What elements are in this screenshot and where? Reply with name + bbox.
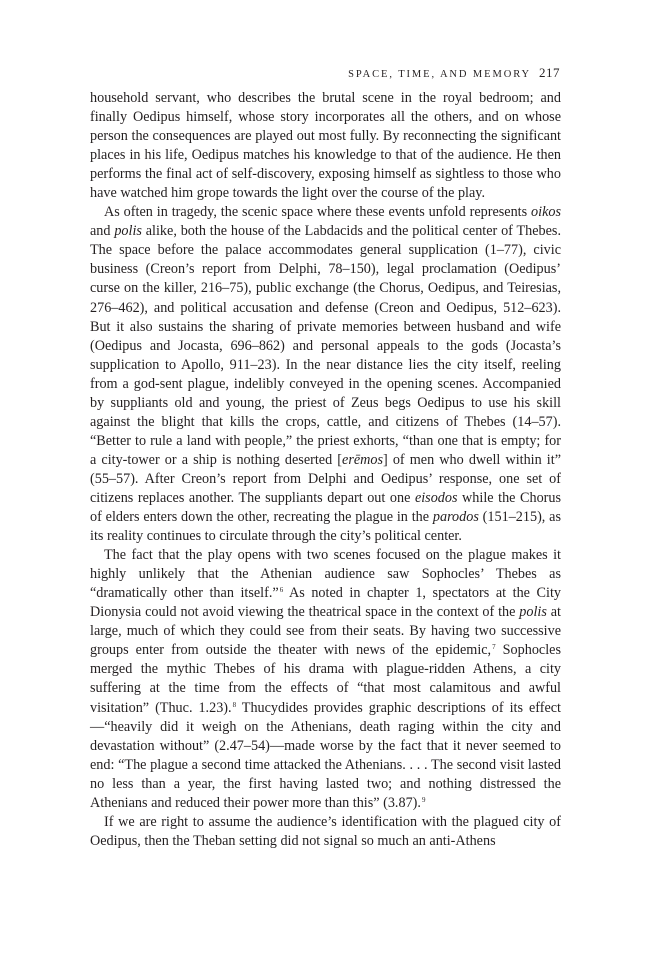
footnote-ref: 8: [232, 700, 237, 709]
footnote-ref: 6: [279, 586, 284, 595]
italic-term: polis: [114, 223, 142, 240]
text-run: at large, much of which they could see from their seats. By having two successive groups enter from outside the theater with news of the epidemic,: [90, 604, 561, 659]
italic-term: oikos: [531, 204, 561, 221]
running-head: [90, 66, 560, 82]
text-run: and: [90, 223, 115, 240]
text-run: (151–215), as its reality continues to circulate through the city’s political center.: [90, 509, 561, 545]
footnote-ref: 7: [492, 643, 496, 652]
text-run: As often in tragedy, the scenic space where these events unfold represents: [104, 204, 532, 221]
text-run: If we are right to assume the audience’s identification with the plagued city of Oedipus, then the Theban setting did not signal so much an anti-Athens: [90, 813, 561, 849]
italic-term: parodos: [432, 509, 479, 526]
paragraph: [90, 546, 561, 813]
text-run: ] of men who dwell within it” (55–57). After Creon’s report from Delphi and Oedipus’ response, one set of citizens replaces another. The suppliants depart out one: [90, 451, 561, 506]
text-run: household servant, who describes the brutal scene in the royal bedroom; and finally Oedipus himself, whose story incorporates all the others, and on whose person the consequences are played out most fully. By reconnecting the significant places in his life, Oedipus matches his knowledge to that of the audience. He then performs the final act of self-discovery, exposing himself as sightless to those who have watched him grope towards the light over the course of the play.: [90, 90, 561, 202]
text-run: Sophocles merged the mythic Thebes of his drama with plague-ridden Athens, a city suffering at the time from the effects of “that most calamitous and awful visitation” (Thuc. 1.23).: [90, 642, 561, 716]
running-title: SPACE, TIME, AND MEMORY: [348, 69, 531, 80]
italic-term: eisodos: [414, 489, 458, 506]
page-number: 217: [539, 65, 560, 80]
paragraph: [90, 203, 561, 546]
text-run: As noted in chapter 1, spectators at the City Dionysia could not avoid viewing the theatrical space in the context of the: [90, 585, 561, 621]
text-run: while the Chorus of elders enters down the other, recreating the plague in the: [90, 489, 562, 526]
text-run: Thucydides provides graphic descriptions of its effect—“heavily did it weigh on the Athenians, death raging within the city and devastation without” (2.47–54)—made worse by the fact that it never seemed to end: “The plague a second time attacked the Athenians. . . . The second visit lasted no less than a year, the first having lasted two; and nothing distressed the Athenians and reduced their power more than this” (3.87).: [90, 699, 561, 811]
paragraph: [90, 813, 561, 851]
italic-term: polis: [519, 604, 547, 621]
paragraph: [90, 89, 561, 203]
text-run: alike, both the house of the Labdacids and the political center of Thebes. The space before the palace accommodates general supplication (1–77), civic business (Creon’s report from Delphi, 78–150), legal proclamation (Oedipus’ curse on the killer, 216–75), public exchange (the Chorus, Oedipus, and Teiresias, 276–462), and political accusation and defense (Creon and Oedipus, 512–623). But it also sustains the sharing of private memories between husband and wife (Oedipus and Jocasta, 696–862) and personal appeals to the gods (Jocasta’s supplication to Apollo, 911–23). In the near distance lies the city itself, reeling from a god-sent plague, indelibly conveyed in the opening scenes. Accompanied by suppliants old and young, the priest of Zeus begs Oedipus to use his skill against the blight that kills the crops, cattle, and citizens of Thebes (14–57). “Better to rule a land with people,” the priest exhorts, “than one that is empty; for a city-tower or a ship is nothing deserted [: [90, 223, 561, 468]
footnote-ref: 9: [421, 795, 426, 804]
text-run: The fact that the play opens with two scenes focused on the plague makes it highly unlikely that the Athenian audience saw Sophocles’ Thebes as “dramatically other than itself.”: [90, 547, 561, 602]
italic-term: erēmos: [342, 451, 383, 468]
body-text: [90, 89, 561, 851]
